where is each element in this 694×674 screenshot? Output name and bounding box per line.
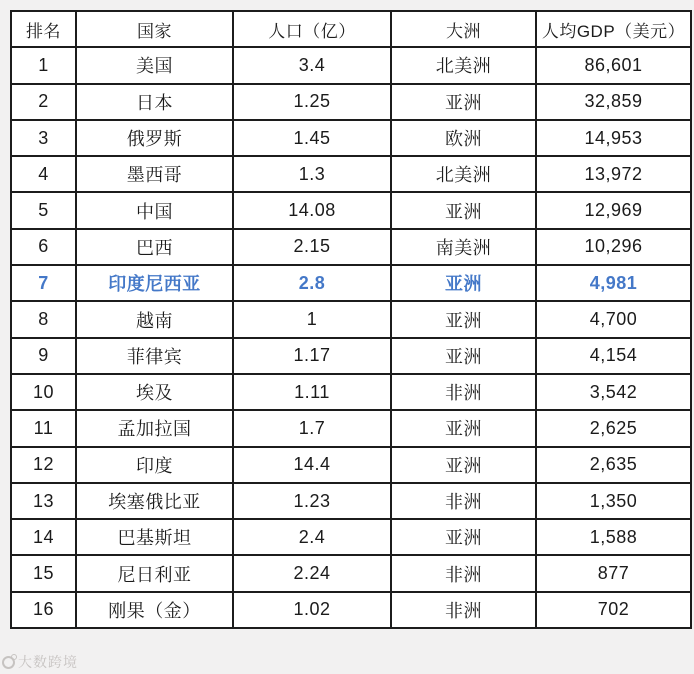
cell-population: 1.7 <box>233 410 391 446</box>
cell-rank: 7 <box>11 265 76 301</box>
cell-rank: 8 <box>11 301 76 337</box>
table-body <box>11 47 691 628</box>
cell-country: 中国 <box>76 192 233 228</box>
cell-rank: 13 <box>11 483 76 519</box>
cell-continent: 北美洲 <box>391 156 536 192</box>
cell-continent: 非洲 <box>391 592 536 628</box>
header-continent: 大洲 <box>391 11 536 47</box>
cell-population: 1.3 <box>233 156 391 192</box>
country-gdp-table <box>10 10 692 629</box>
cell-country: 刚果（金） <box>76 592 233 628</box>
country-gdp-table-wrap <box>10 10 690 629</box>
watermark-text: 大数跨境 <box>18 654 78 670</box>
cell-continent: 亚洲 <box>391 265 536 301</box>
watermark-logo-icon <box>2 656 15 669</box>
table-row <box>11 265 691 301</box>
watermark <box>2 652 78 672</box>
cell-continent: 欧洲 <box>391 120 536 156</box>
cell-continent: 非洲 <box>391 483 536 519</box>
header-gdp: 人均GDP（美元） <box>536 11 691 47</box>
cell-continent: 亚洲 <box>391 192 536 228</box>
cell-rank: 1 <box>11 47 76 83</box>
cell-country: 巴西 <box>76 229 233 265</box>
cell-country: 越南 <box>76 301 233 337</box>
table-row <box>11 483 691 519</box>
cell-population: 1.17 <box>233 338 391 374</box>
table-row <box>11 374 691 410</box>
cell-country: 美国 <box>76 47 233 83</box>
table-row <box>11 156 691 192</box>
cell-country: 日本 <box>76 84 233 120</box>
header-country: 国家 <box>76 11 233 47</box>
cell-country: 印度尼西亚 <box>76 265 233 301</box>
cell-continent: 非洲 <box>391 555 536 591</box>
cell-continent: 亚洲 <box>391 338 536 374</box>
header-population: 人口（亿） <box>233 11 391 47</box>
table-header <box>11 11 691 47</box>
cell-country: 印度 <box>76 447 233 483</box>
cell-rank: 6 <box>11 229 76 265</box>
cell-population: 2.8 <box>233 265 391 301</box>
table-row <box>11 192 691 228</box>
table-row <box>11 338 691 374</box>
cell-gdp: 3,542 <box>536 374 691 410</box>
cell-continent: 亚洲 <box>391 410 536 446</box>
cell-gdp: 4,154 <box>536 338 691 374</box>
cell-population: 2.15 <box>233 229 391 265</box>
cell-continent: 亚洲 <box>391 447 536 483</box>
table-row <box>11 84 691 120</box>
cell-rank: 14 <box>11 519 76 555</box>
cell-population: 14.08 <box>233 192 391 228</box>
cell-continent: 南美洲 <box>391 229 536 265</box>
cell-gdp: 1,350 <box>536 483 691 519</box>
cell-country: 尼日利亚 <box>76 555 233 591</box>
cell-gdp: 13,972 <box>536 156 691 192</box>
cell-population: 1.02 <box>233 592 391 628</box>
cell-population: 1.45 <box>233 120 391 156</box>
cell-country: 孟加拉国 <box>76 410 233 446</box>
table-row <box>11 47 691 83</box>
cell-gdp: 1,588 <box>536 519 691 555</box>
cell-population: 1.11 <box>233 374 391 410</box>
cell-continent: 亚洲 <box>391 84 536 120</box>
header-rank: 排名 <box>11 11 76 47</box>
cell-rank: 16 <box>11 592 76 628</box>
table-row <box>11 555 691 591</box>
cell-population: 1.23 <box>233 483 391 519</box>
cell-rank: 4 <box>11 156 76 192</box>
cell-rank: 2 <box>11 84 76 120</box>
table-row <box>11 410 691 446</box>
cell-rank: 3 <box>11 120 76 156</box>
table-row <box>11 592 691 628</box>
cell-gdp: 877 <box>536 555 691 591</box>
cell-country: 埃塞俄比亚 <box>76 483 233 519</box>
cell-rank: 9 <box>11 338 76 374</box>
cell-population: 1.25 <box>233 84 391 120</box>
table-row <box>11 229 691 265</box>
cell-rank: 12 <box>11 447 76 483</box>
cell-population: 1 <box>233 301 391 337</box>
cell-gdp: 702 <box>536 592 691 628</box>
cell-gdp: 2,625 <box>536 410 691 446</box>
cell-continent: 非洲 <box>391 374 536 410</box>
cell-population: 3.4 <box>233 47 391 83</box>
cell-gdp: 4,700 <box>536 301 691 337</box>
cell-gdp: 14,953 <box>536 120 691 156</box>
table-row <box>11 519 691 555</box>
cell-rank: 10 <box>11 374 76 410</box>
header-row <box>11 11 691 47</box>
cell-country: 菲律宾 <box>76 338 233 374</box>
cell-country: 墨西哥 <box>76 156 233 192</box>
table-row <box>11 447 691 483</box>
cell-country: 埃及 <box>76 374 233 410</box>
cell-continent: 亚洲 <box>391 301 536 337</box>
cell-population: 2.4 <box>233 519 391 555</box>
cell-gdp: 32,859 <box>536 84 691 120</box>
cell-gdp: 86,601 <box>536 47 691 83</box>
table-row <box>11 301 691 337</box>
cell-rank: 5 <box>11 192 76 228</box>
cell-continent: 亚洲 <box>391 519 536 555</box>
cell-gdp: 4,981 <box>536 265 691 301</box>
cell-gdp: 2,635 <box>536 447 691 483</box>
cell-country: 俄罗斯 <box>76 120 233 156</box>
cell-rank: 15 <box>11 555 76 591</box>
cell-population: 14.4 <box>233 447 391 483</box>
cell-population: 2.24 <box>233 555 391 591</box>
cell-continent: 北美洲 <box>391 47 536 83</box>
cell-country: 巴基斯坦 <box>76 519 233 555</box>
table-row <box>11 120 691 156</box>
cell-gdp: 12,969 <box>536 192 691 228</box>
cell-gdp: 10,296 <box>536 229 691 265</box>
cell-rank: 11 <box>11 410 76 446</box>
